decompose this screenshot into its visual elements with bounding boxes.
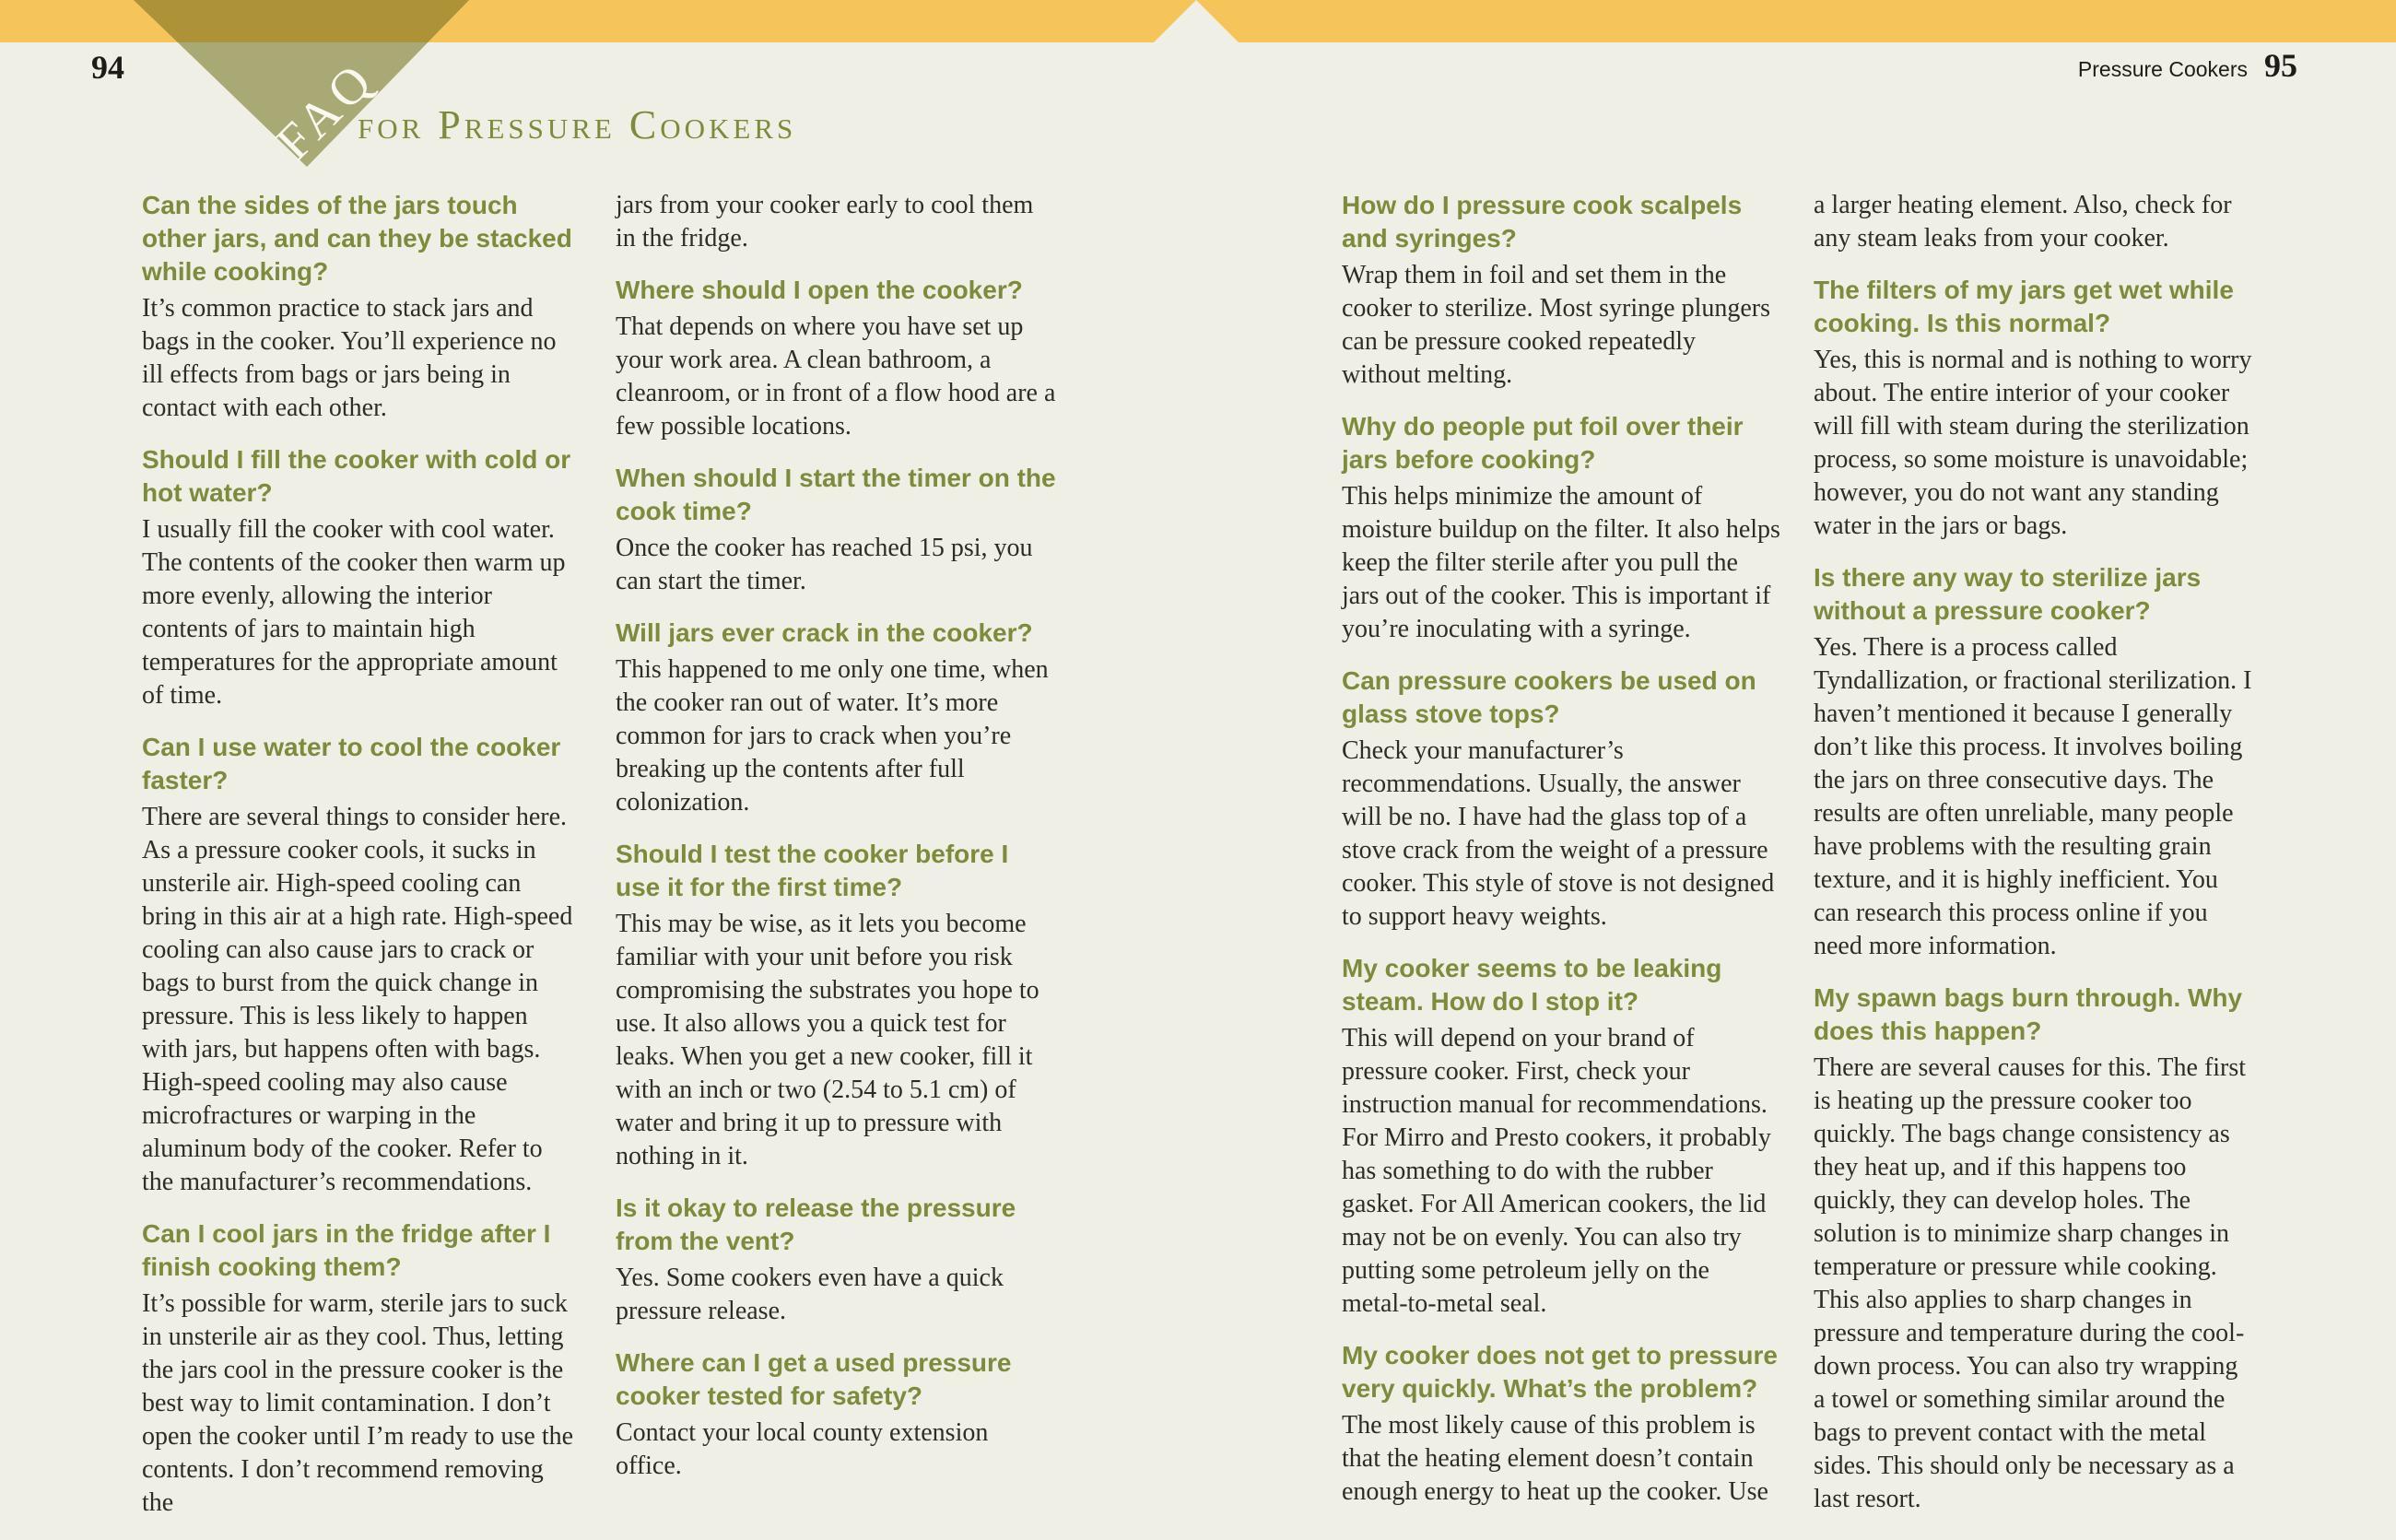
faq-question: My cooker does not get to pressure very quickly. What’s the problem? [1342,1341,1778,1403]
faq-answer: This may be wise, as it lets you become familiar with your unit before you risk compromising the substrates you hope to use. It also allows you a quick test for leaks. When you get a new cooker, fill it with an inch or two (2.54 to 5.1 cm) of water and bring it up to pressure with nothing in it. [616,910,1039,1170]
ribbon-faq-label: FAQ [264,50,386,170]
faq-question: When should I start the timer on the cook time? [616,464,1056,525]
left-page-number: 94 [91,49,124,86]
faq-answer: It’s possible for warm, sterile jars to suck in unsterile air as they cool. Thus, letting the jars cool in the pressure cooker is the best way to limit contamination. I don’t open the cooker until I’m ready to use the contents. I don’t recommend removing the [142,1289,574,1517]
faq-answer: Yes. Some cookers even have a quick pressure release. [616,1264,1004,1325]
faq-question: The filters of my jars get wet while cooking. Is this normal? [1814,276,2234,337]
faq-answer-continued: a larger heating element. Also, check for any steam leaks from your cooker. [1814,191,2232,253]
faq-answer: The most likely cause of this problem is that the heating element doesn’t contain enough energy to heat up the cooker. Use [1342,1411,1768,1506]
spine-notch-triangle [1154,0,1239,42]
faq-answer: There are several things to consider here. As a pressure cooker cools, it sucks in unsterile air. High-speed cooling can bring in this air at a high rate. High-speed cooling can also cause jars to crack or bags to burst from the quick change in pressure. This is less likely to happen with jars, but happens often with bags. High-speed cooling may also cause microfractures or warping in the aluminum body of the cooker. Refer to the manufacturer’s recommendations. [142,803,573,1196]
faq-answer: Yes. There is a process called Tyndallization, or fractional sterilization. I haven’t mentioned it because I generally don’t like this process. It involves boiling the jars on three consecutive days. The results are often unreliable, many people have problems with the resulting grain texture, and it is highly inefficient. You can research this process online if you need more information. [1814,633,2252,960]
faq-question: My spawn bags burn through. Why does this happen? [1814,983,2243,1045]
running-header [2078,46,2297,85]
faq-answer: Yes, this is normal and is nothing to worry about. The entire interior of your cooker will fill with steam during the sterilization process, so some moisture is unavoidable; however, you do not want any standing water in the jars or bags. [1814,346,2252,540]
faq-question: Is it okay to release the pressure from the vent? [616,1193,1016,1255]
faq-answer: Wrap them in foil and set them in the cooker to sterilize. Most syringe plungers can be pressure cooked repeatedly without melting. [1342,261,1771,389]
faq-answer: This will depend on your brand of pressure cooker. First, check your instruction manual for recommendations. For Mirro and Presto cookers, it probably has something to do with the rubber gasket. For All American cookers, the lid may not be on evenly. You can also try putting some petroleum jelly on the metal-to-metal seal. [1342,1024,1771,1318]
faq-answer: Check your manufacturer’s recommendations. Usually, the answer will be no. I have had the glass top of a stove crack from the weight of a pressure cooker. This style of stove is not designed to support heavy weights. [1342,736,1775,931]
faq-question: My cooker seems to be leaking steam. How do I stop it? [1342,954,1722,1016]
faq-question: Should I fill the cooker with cold or hot water? [142,445,571,507]
faq-answer: Contact your local county extension office. [616,1418,989,1480]
faq-answer: There are several causes for this. The first is heating up the pressure cooker too quickly. The bags change consistency as they heat up, and if this happens too quickly, they can develop holes. The solution is to minimize sharp changes in temperature or pressure while cooking. This also applies to sharp changes in pressure and temperature during the cool-down process. You can also try wrapping a towel or something similar around the bags to prevent contact with the metal sides. This should only be necessary as a last resort. [1814,1053,2247,1513]
faq-answer: Once the cooker has reached 15 psi, you can start the timer. [616,534,1033,595]
faq-answer: This happened to me only one time, when the cooker ran out of water. It’s more common for jars to crack when you’re breaking up the contents after full colonization. [616,655,1049,817]
faq-column-3 [1342,189,1780,1509]
section-title: for Pressure Cookers [358,102,797,147]
faq-column-1 [142,189,577,1520]
faq-answer: This helps minimize the amount of moisture buildup on the filter. It also helps keep the filter sterile after you pull the jars out of the cooker. This is important if you’re inoculating with a syringe. [1342,482,1780,643]
faq-question: Can I use water to cool the cooker faster? [142,733,561,794]
faq-question: Can I cool jars in the fridge after I finish cooking them? [142,1219,551,1281]
faq-question: Can the sides of the jars touch other jars, and can they be stacked while cooking? [142,191,572,286]
faq-question: Should I test the cooker before I use it for the first time? [616,840,1009,901]
faq-question: Can pressure cookers be used on glass stove tops? [1342,666,1756,728]
faq-column-4 [1814,189,2254,1516]
faq-column-2 [616,189,1056,1483]
faq-question: Is there any way to sterilize jars without a pressure cooker? [1814,563,2202,625]
faq-question: Where can I get a used pressure cooker tested for safety? [616,1348,1012,1410]
faq-answer: That depends on where you have set up your work area. A clean bathroom, a cleanroom, or in front of a flow hood are a few possible locations. [616,312,1056,441]
faq-answer: It’s common practice to stack jars and bags in the cooker. You’ll experience no ill effects from bags or jars being in contact with each other. [142,294,557,422]
faq-question: Where should I open the cooker? [616,276,1023,304]
faq-question: Why do people put foil over their jars before cooking? [1342,412,1744,474]
faq-question: How do I pressure cook scalpels and syringes? [1342,191,1743,253]
right-page-number: 95 [2264,47,2297,84]
faq-question: Will jars ever crack in the cooker? [616,618,1033,647]
faq-answer-continued: jars from your cooker early to cool them in the fridge. [616,191,1034,253]
running-header-text: Pressure Cookers [2077,57,2248,81]
faq-answer: I usually fill the cooker with cool water. The contents of the cooker then warm up more evenly, allowing the interior contents of jars to maintain high temperatures for the appropriate amount of time. [142,515,566,710]
